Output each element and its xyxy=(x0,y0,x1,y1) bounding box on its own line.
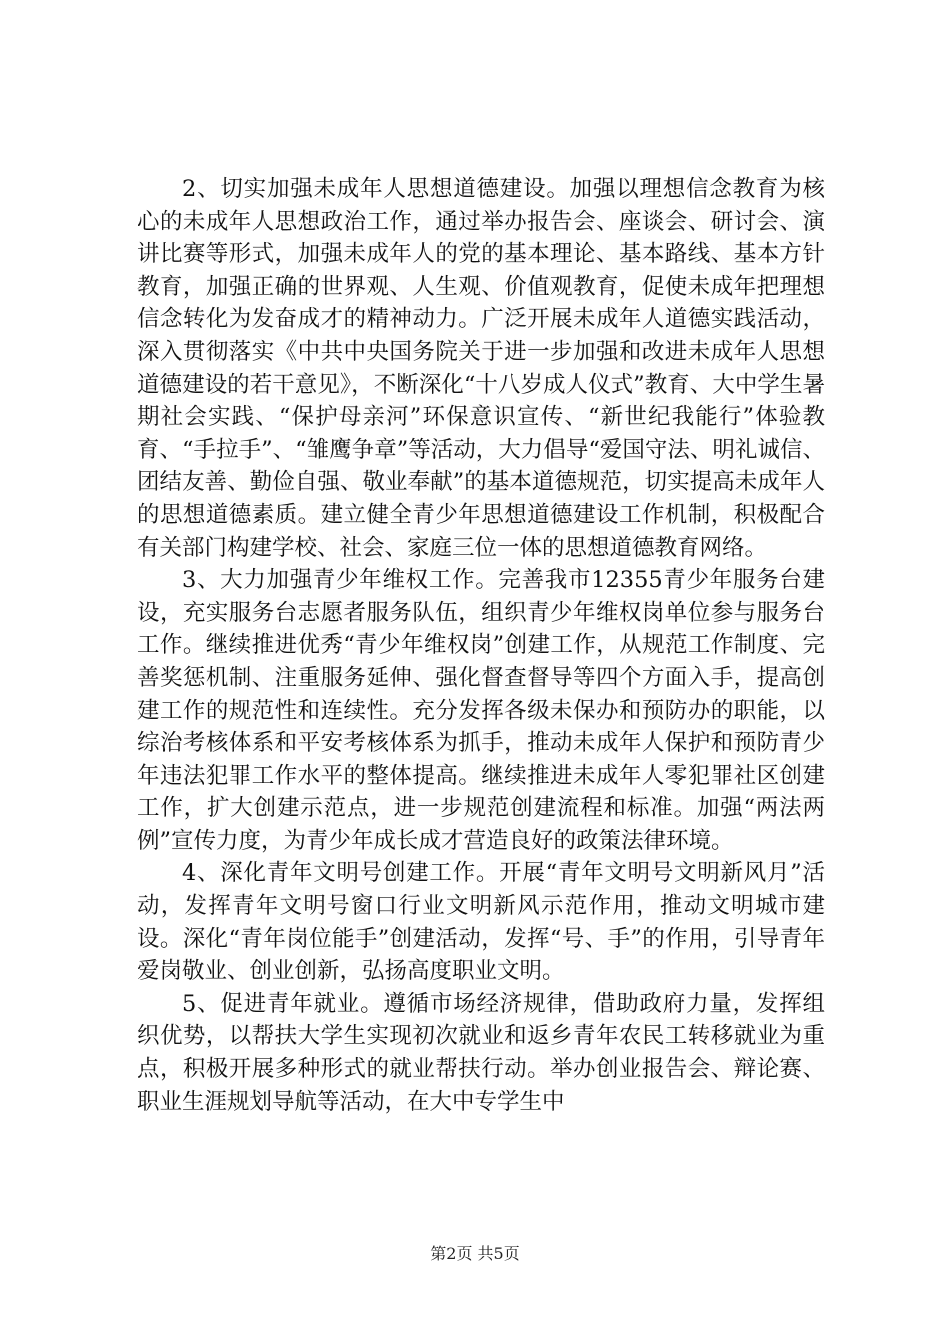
document-body xyxy=(137,173,825,1118)
paragraph-5: 5、促进青年就业。遵循市场经济规律，借助政府力量，发挥组织优势，以帮扶大学生实现初次就业和返乡青年农民工转移就业为重点，积极开展多种形式的就业帮扶行动。举办创业报告会、辩论赛、职业生涯规划导航等活动，在大中专学生中 xyxy=(137,990,825,1115)
page-number-footer: 第2页 共5页 xyxy=(430,1244,520,1263)
paragraph-4: 4、深化青年文明号创建工作。开展“青年文明号文明新风月”活动，发挥青年文明号窗口行业文明新风示范作用，推动文明城市建设。深化“青年岗位能手”创建活动，发挥“号、手”的作用，引导青年爱岗敬业、创业创新，弘扬高度职业文明。 xyxy=(137,860,825,985)
paragraph-3: 3、大力加强青少年维权工作。完善我市12355青少年服务台建设，充实服务台志愿者服务队伍，组织青少年维权岗单位参与服务台工作。继续推进优秀“青少年维权岗”创建工作，从规范工作制度、完善奖惩机制、注重服务延伸、强化督查督导等四个方面入手，提高创建工作的规范性和连续性。充分发挥各级未保办和预防办的职能，以综治考核体系和平安考核体系为抓手，推动未成年人保护和预防青少年违法犯罪工作水平的整体提高。继续推进未成年人零犯罪社区创建工作，扩大创建示范点，进一步规范创建流程和标准。加强“两法两例”宣传力度，为青少年成长成才营造良好的政策法律环境。 xyxy=(137,567,825,854)
paragraph-2: 2、切实加强未成年人思想道德建设。加强以理想信念教育为核心的未成年人思想政治工作，通过举办报告会、座谈会、研讨会、演讲比赛等形式，加强未成年人的党的基本理论、基本路线、基本方针教育，加强正确的世界观、人生观、价值观教育，促使未成年把理想信念转化为发奋成才的精神动力。广泛开展未成年人道德实践活动，深入贯彻落实《中共中央国务院关于进一步加强和改进未成年人思想道德建设的若干意见》，不断深化“十八岁成人仪式”教育、大中学生暑期社会实践、“保护母亲河”环保意识宣传、“新世纪我能行”体验教育、“手拉手”、“雏鹰争章”等活动，大力倡导“爱国守法、明礼诚信、团结友善、勤俭自强、敬业奉献”的基本道德规范，切实提高未成年人的思想道德素质。建立健全青少年思想道德建设工作机制，积极配合有关部门构建学校、社会、家庭三位一体的思想道德教育网络。 xyxy=(137,176,825,561)
